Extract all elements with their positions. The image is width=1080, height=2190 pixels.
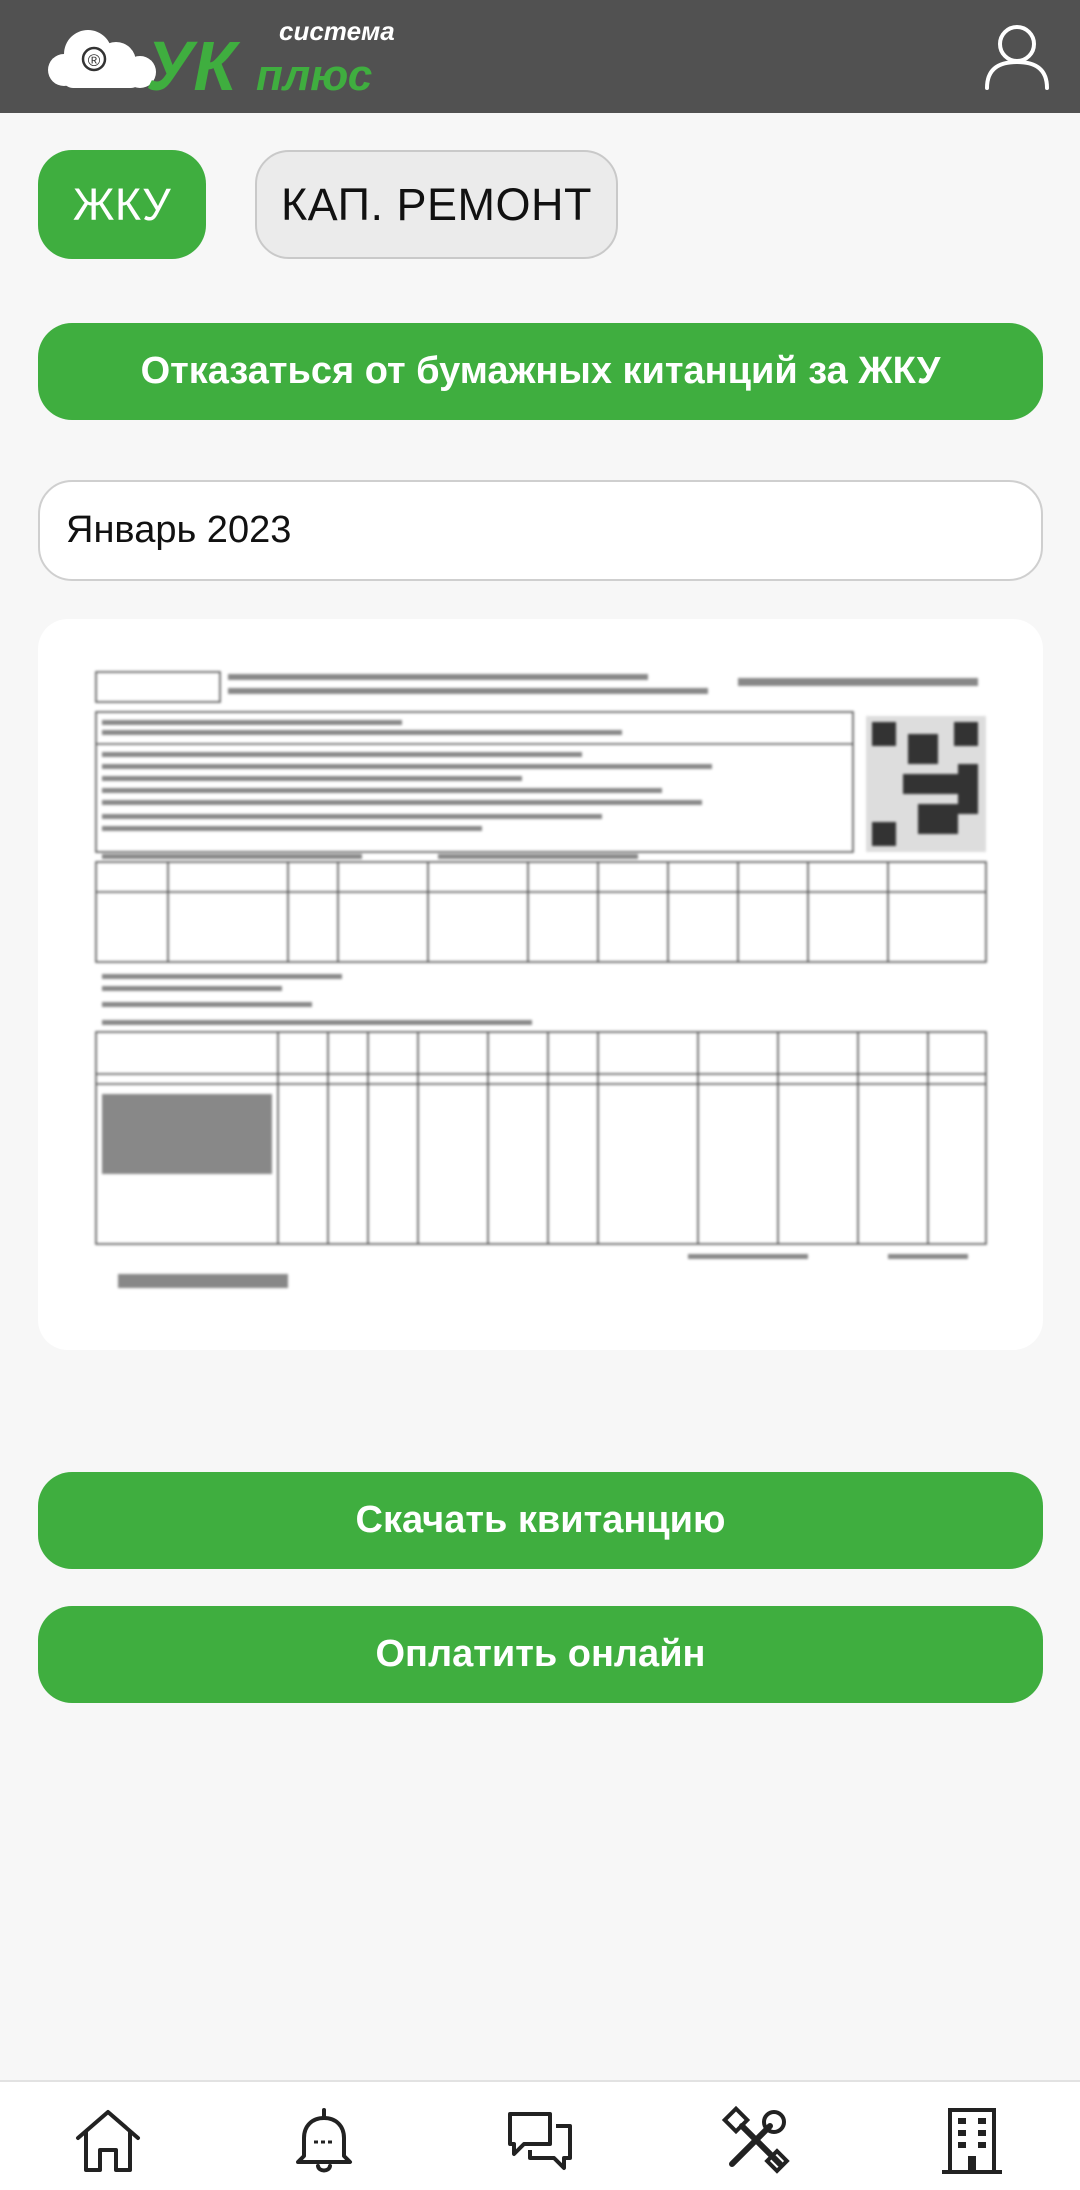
brand-logo [34, 14, 414, 104]
nav-notifications[interactable] [284, 2102, 364, 2178]
app-header [0, 0, 1080, 113]
bell-icon [286, 2102, 362, 2178]
logo-plus: плюс [256, 51, 373, 100]
download-receipt-button[interactable]: Скачать квитанцию [38, 1472, 1043, 1569]
refuse-paper-receipts-button[interactable]: Отказаться от бумажных китанций за ЖКУ [38, 323, 1043, 420]
logo-uk: УК [146, 27, 237, 104]
bottom-nav [0, 2080, 1080, 2190]
building-icon [934, 2102, 1010, 2178]
tools-icon [718, 2102, 794, 2178]
tab-zhku[interactable]: ЖКУ [38, 150, 206, 259]
chat-icon [502, 2102, 578, 2178]
nav-house[interactable] [932, 2102, 1012, 2178]
month-select-value: Январь 2023 [66, 509, 292, 551]
svg-text:®: ® [87, 51, 101, 70]
home-icon [70, 2102, 146, 2178]
nav-home[interactable] [68, 2102, 148, 2178]
pay-online-button[interactable]: Оплатить онлайн [38, 1606, 1043, 1703]
nav-services[interactable] [716, 2102, 796, 2178]
user-icon [982, 20, 1052, 92]
receipt-image [88, 664, 993, 1304]
month-select[interactable] [38, 480, 1043, 581]
nav-chat[interactable] [500, 2102, 580, 2178]
tab-kap-remont[interactable]: КАП. РЕМОНТ [255, 150, 618, 259]
receipt-preview-card [38, 619, 1043, 1350]
profile-button[interactable] [982, 20, 1052, 92]
logo-sistema: система [279, 16, 395, 46]
